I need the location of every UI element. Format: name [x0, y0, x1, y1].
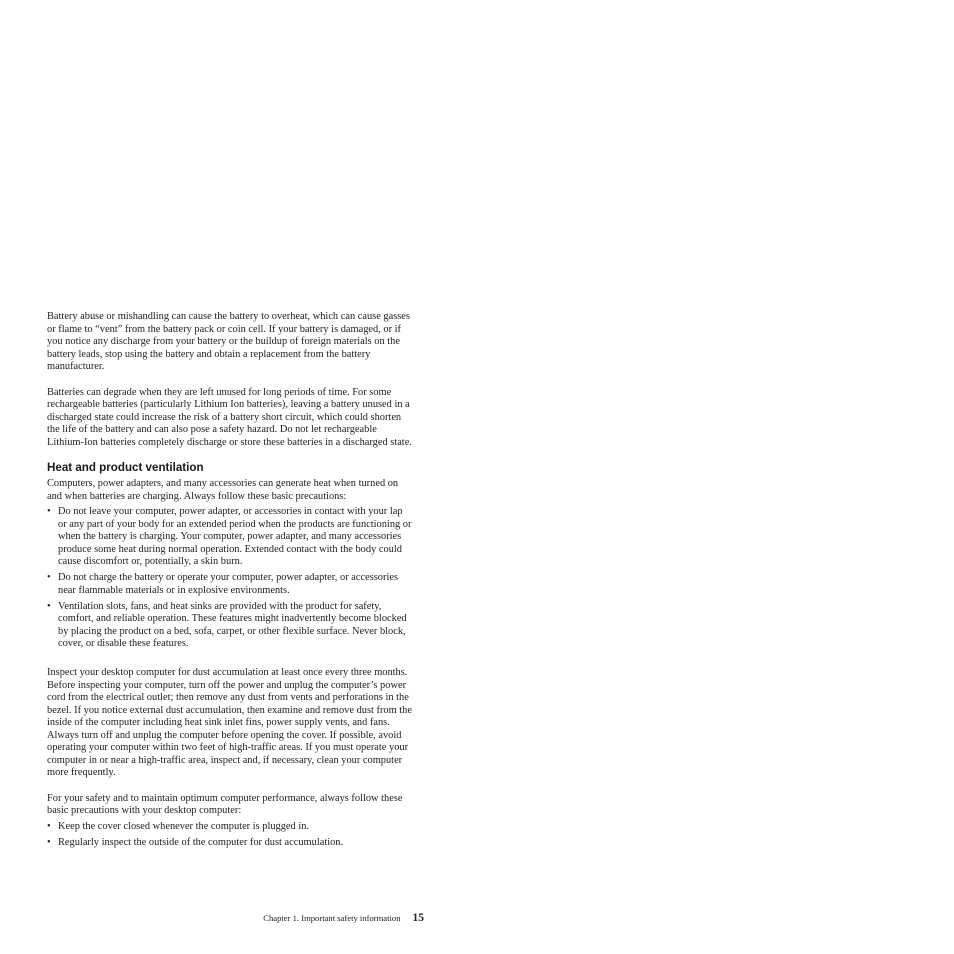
paragraph-battery-abuse: Battery abuse or mishandling can cause the battery to overheat, which can cause gasses or flame to “vent” from the battery pack or coin cell. If your battery is damaged, or if you notice any discharge from your battery or the buildup of foreign materials on the battery leads, stop using the battery and obtain a replacement from the battery manufacturer. — [47, 311, 410, 372]
bullet-icon: • — [47, 836, 51, 848]
list-item: • Regularly inspect the outside of the computer for dust accumulation. — [47, 836, 344, 848]
document-body — [47, 311, 413, 853]
desktop-precautions-list — [47, 821, 413, 850]
list-item: • Ventilation slots, fans, and heat sinks are provided with the product for safety, comfort, and reliable operation. These features might inadvertently become blocked by placing the product on a bed, sofa, carpet, or other flexible surface. Never block, cover, or disable these features. — [47, 600, 407, 649]
section-intro: Computers, power adapters, and many accessories can generate heat when turned on and when batteries are charging. Always follow these basic precautions: — [47, 478, 399, 502]
bullet-icon: • — [47, 600, 51, 612]
heat-precautions-list — [47, 506, 413, 651]
chapter-title: Chapter 1. Important safety information — [263, 913, 401, 923]
list-item: • Do not charge the battery or operate your computer, power adapter, or accessories near flammable materials or in explosive environments. — [47, 572, 398, 596]
list-item: • Keep the cover closed whenever the computer is plugged in. — [47, 820, 310, 832]
bullet-icon: • — [47, 506, 51, 517]
paragraph-safety-intro: For your safety and to maintain optimum computer performance, always follow these basic precautions with your desktop computer: — [47, 792, 403, 816]
section-heading: Heat and product ventilation — [47, 461, 204, 474]
paragraph-battery-degrade: Batteries can degrade when they are left unused for long periods of time. For some rechargeable batteries (particularly Lithium Ion batteries), leaving a battery unused in a discharged state could increase the risk of a battery short circuit, which could shorten the life of the battery and can also pose a safety hazard. Do not let rechargeable Lithium-Ion batteries completely discharge or store these batteries in a discharged state. — [47, 386, 412, 448]
page-number: 15 — [412, 912, 424, 924]
paragraph-inspect-dust: Inspect your desktop computer for dust accumulation at least once every three months. Before inspecting your computer, turn off the power and unplug the computer’s power cord from the electrical outlet; then remove any dust from vents and perforations in the bezel. If you notice external dust accumulation, then examine and remove dust from the inside of the computer including heat sink inlet fins, power supply vents, and fans. Always turn off and unplug the computer before opening the cover. If possible, avoid operating your computer within two feet of high-traffic areas. If you must operate your computer in or near a high-traffic area, inspect and, if necessary, clean your computer more frequently. — [47, 667, 412, 778]
bullet-icon: • — [47, 572, 51, 583]
bullet-icon: • — [47, 820, 51, 832]
list-item: • Do not leave your computer, power adapter, or accessories in contact with your lap or any part of your body for an extended period when the products are functioning or when the battery is charging. Your computer, power adapter, and many accessories produce some heat during normal operation. Extended contact with the body could cause discomfort or, potentially, a skin burn. — [47, 506, 412, 567]
page-footer — [252, 912, 424, 924]
